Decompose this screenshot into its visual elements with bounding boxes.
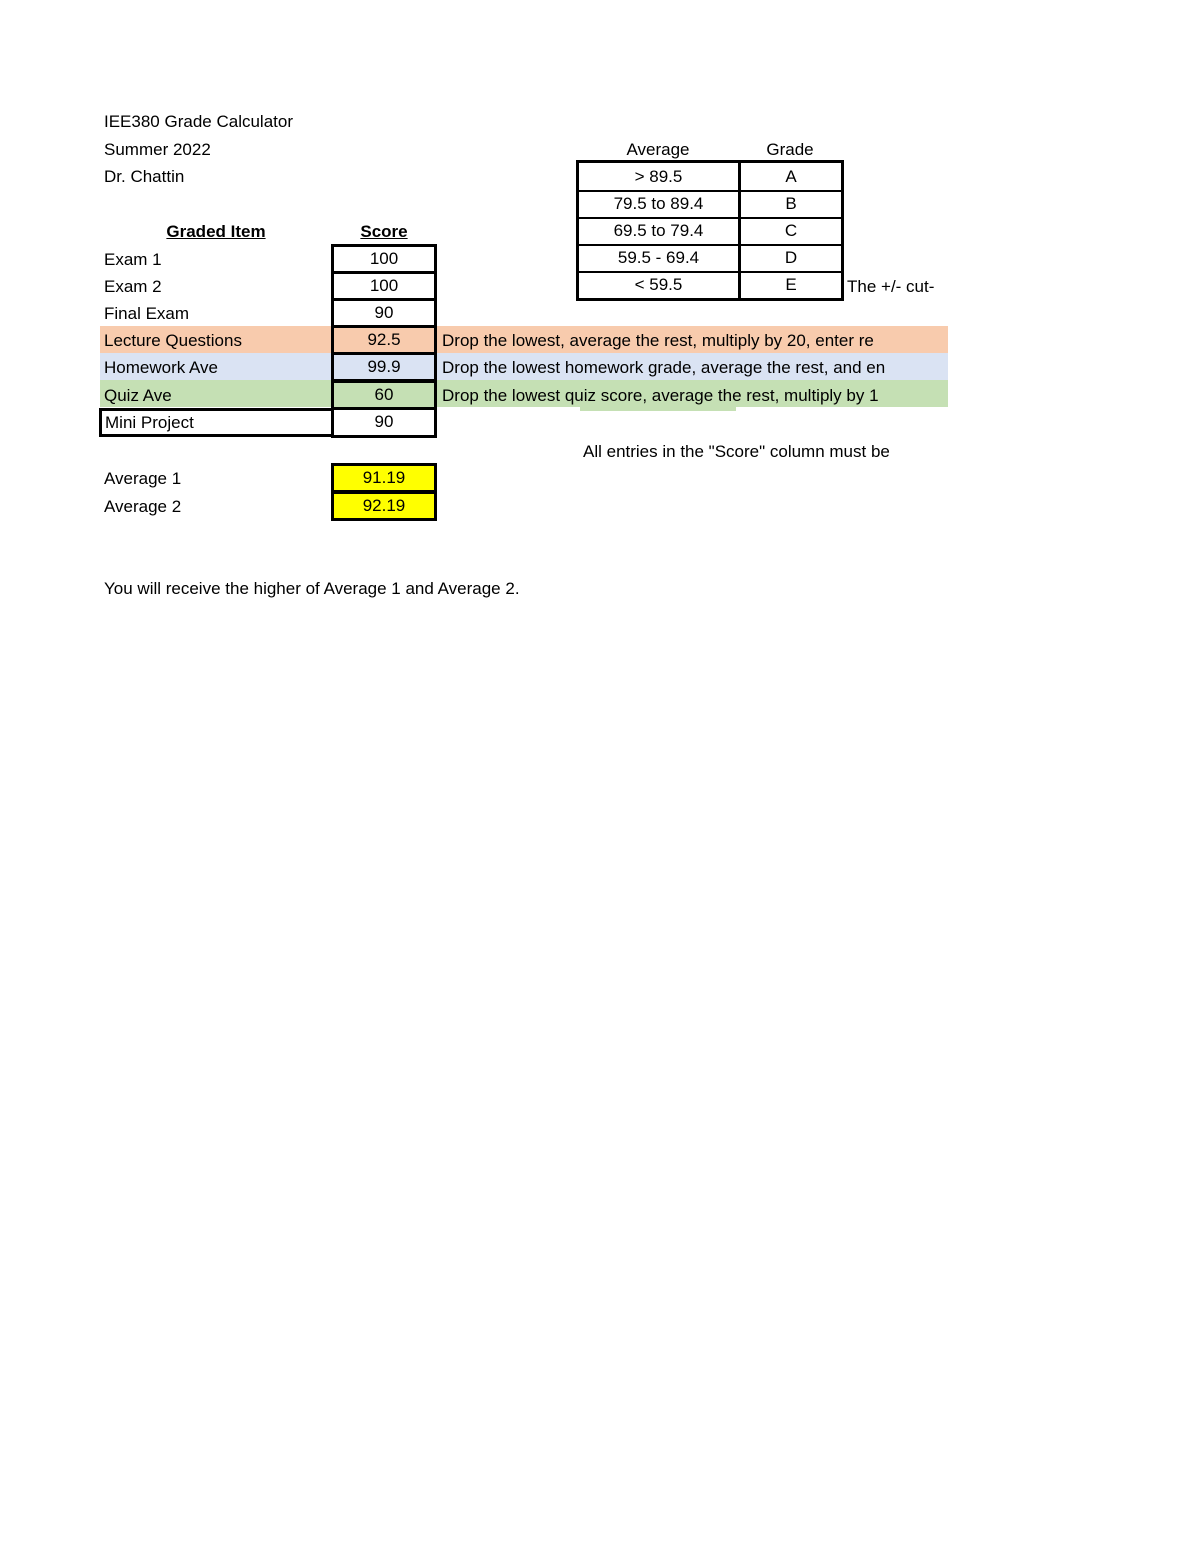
item-label-lecture-questions: Lecture Questions [104, 331, 242, 350]
score-input-mini-project[interactable]: 90 [331, 407, 437, 438]
scale-range-a: > 89.5 [634, 167, 683, 186]
scale-grade-d: D [784, 248, 798, 267]
quiz-note: Drop the lowest quiz score, average the rest, multiply by 1 [442, 386, 879, 405]
item-label-quiz-ave: Quiz Ave [104, 386, 172, 405]
score-input-exam-2[interactable]: 100 [331, 271, 437, 301]
scale-range-d: 59.5 - 69.4 [617, 248, 700, 267]
scale-grade-header: Grade [766, 140, 814, 159]
average-1-value: 91.19 [331, 463, 437, 493]
scale-average-header: Average [626, 140, 690, 159]
sheet-title: IEE380 Grade Calculator [104, 112, 293, 131]
scale-grade-e: E [785, 275, 797, 294]
score-input-lecture-questions[interactable]: 92.5 [331, 325, 437, 355]
item-label-mini-project: Mini Project [99, 408, 334, 437]
term-label: Summer 2022 [104, 140, 211, 159]
average-1-label: Average 1 [104, 469, 182, 488]
average-2-label: Average 2 [104, 497, 182, 516]
score-column-note: All entries in the "Score" column must be [583, 442, 890, 461]
homework-note: Drop the lowest homework grade, average the rest, and en [442, 358, 886, 377]
scale-grade-b: B [785, 194, 797, 213]
score-input-exam-1[interactable]: 100 [331, 244, 437, 274]
lecture-note: Drop the lowest, average the rest, multiply by 20, enter re [442, 331, 874, 350]
scale-range-e: < 59.5 [634, 275, 683, 294]
item-label-exam-1: Exam 1 [104, 250, 162, 269]
score-input-final-exam[interactable]: 90 [331, 298, 437, 328]
item-label-final-exam: Final Exam [104, 304, 190, 323]
scale-grade-a: A [785, 167, 797, 186]
footer-note: You will receive the higher of Average 1 and Average 2. [104, 579, 520, 598]
instructor-label: Dr. Chattin [104, 167, 185, 186]
item-label-exam-2: Exam 2 [104, 277, 162, 296]
scale-range-b: 79.5 to 89.4 [613, 194, 704, 213]
score-header: Score [360, 222, 408, 241]
item-label-homework-ave: Homework Ave [104, 358, 219, 377]
graded-item-header: Graded Item [166, 222, 266, 241]
grade-scale-table [576, 160, 844, 301]
scale-grade-c: C [784, 221, 798, 240]
score-input-homework-ave[interactable]: 99.9 [331, 352, 437, 382]
score-input-quiz-ave[interactable]: 60 [331, 380, 437, 410]
plus-minus-note: The +/- cut- [847, 277, 935, 296]
scale-range-c: 69.5 to 79.4 [613, 221, 704, 240]
average-2-value: 92.19 [331, 491, 437, 521]
